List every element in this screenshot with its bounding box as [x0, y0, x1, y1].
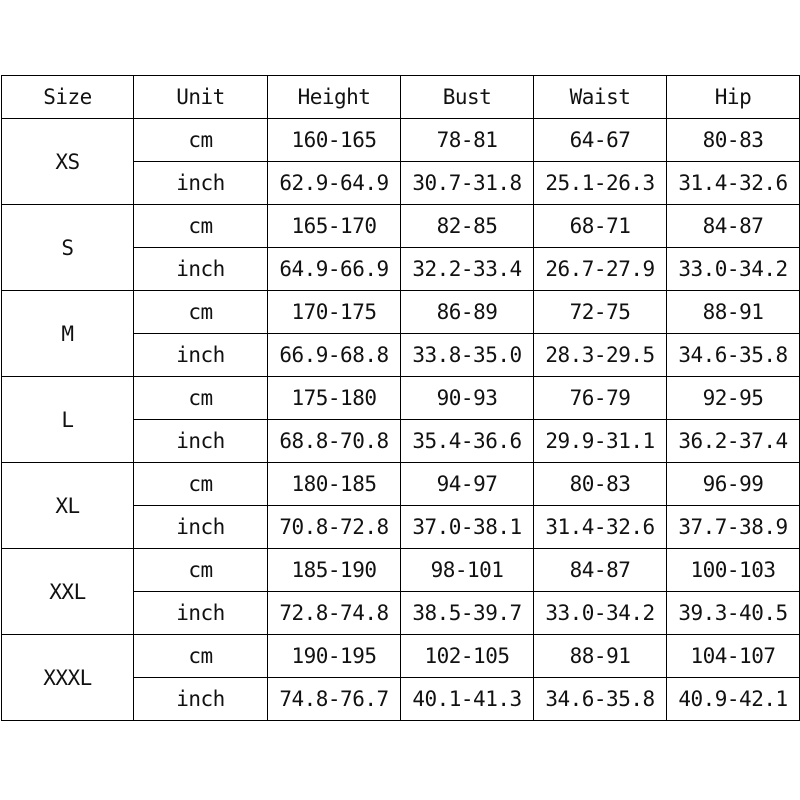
waist-cell: 31.4-32.6: [534, 506, 667, 549]
unit-cell: cm: [134, 291, 268, 334]
unit-cell: inch: [134, 506, 268, 549]
size-label-cell: XS: [2, 119, 134, 205]
hip-cell: 104-107: [667, 635, 800, 678]
unit-cell: inch: [134, 592, 268, 635]
height-cell: 170-175: [268, 291, 401, 334]
bust-cell: 37.0-38.1: [401, 506, 534, 549]
bust-cell: 78-81: [401, 119, 534, 162]
unit-cell: inch: [134, 678, 268, 721]
unit-cell: inch: [134, 420, 268, 463]
hip-cell: 36.2-37.4: [667, 420, 800, 463]
size-chart-header: [2, 76, 800, 119]
waist-cell: 25.1-26.3: [534, 162, 667, 205]
waist-cell: 88-91: [534, 635, 667, 678]
header-size: Size: [2, 76, 134, 119]
size-chart-table: [1, 75, 800, 721]
table-row: [2, 291, 800, 334]
hip-cell: 34.6-35.8: [667, 334, 800, 377]
waist-cell: 76-79: [534, 377, 667, 420]
waist-cell: 72-75: [534, 291, 667, 334]
header-hip: Hip: [667, 76, 800, 119]
bust-cell: 38.5-39.7: [401, 592, 534, 635]
height-cell: 66.9-68.8: [268, 334, 401, 377]
bust-cell: 32.2-33.4: [401, 248, 534, 291]
unit-cell: inch: [134, 162, 268, 205]
table-row: [2, 377, 800, 420]
size-label-cell: XL: [2, 463, 134, 549]
bust-cell: 35.4-36.6: [401, 420, 534, 463]
waist-cell: 84-87: [534, 549, 667, 592]
bust-cell: 30.7-31.8: [401, 162, 534, 205]
unit-cell: cm: [134, 463, 268, 506]
height-cell: 72.8-74.8: [268, 592, 401, 635]
hip-cell: 31.4-32.6: [667, 162, 800, 205]
height-cell: 175-180: [268, 377, 401, 420]
size-chart-body: [2, 119, 800, 721]
unit-cell: cm: [134, 119, 268, 162]
table-row: [2, 549, 800, 592]
waist-cell: 80-83: [534, 463, 667, 506]
header-unit: Unit: [134, 76, 268, 119]
size-label-cell: S: [2, 205, 134, 291]
table-row: [2, 635, 800, 678]
hip-cell: 33.0-34.2: [667, 248, 800, 291]
waist-cell: 26.7-27.9: [534, 248, 667, 291]
hip-cell: 39.3-40.5: [667, 592, 800, 635]
height-cell: 180-185: [268, 463, 401, 506]
bust-cell: 86-89: [401, 291, 534, 334]
bust-cell: 90-93: [401, 377, 534, 420]
table-row: [2, 119, 800, 162]
height-cell: 165-170: [268, 205, 401, 248]
header-row: [2, 76, 800, 119]
bust-cell: 33.8-35.0: [401, 334, 534, 377]
bust-cell: 102-105: [401, 635, 534, 678]
bust-cell: 94-97: [401, 463, 534, 506]
height-cell: 62.9-64.9: [268, 162, 401, 205]
height-cell: 64.9-66.9: [268, 248, 401, 291]
hip-cell: 80-83: [667, 119, 800, 162]
size-label-cell: M: [2, 291, 134, 377]
bust-cell: 98-101: [401, 549, 534, 592]
hip-cell: 92-95: [667, 377, 800, 420]
size-label-cell: L: [2, 377, 134, 463]
hip-cell: 84-87: [667, 205, 800, 248]
unit-cell: cm: [134, 205, 268, 248]
waist-cell: 68-71: [534, 205, 667, 248]
height-cell: 185-190: [268, 549, 401, 592]
table-row: [2, 205, 800, 248]
size-label-cell: XXL: [2, 549, 134, 635]
height-cell: 70.8-72.8: [268, 506, 401, 549]
unit-cell: cm: [134, 635, 268, 678]
header-height: Height: [268, 76, 401, 119]
height-cell: 68.8-70.8: [268, 420, 401, 463]
hip-cell: 100-103: [667, 549, 800, 592]
bust-cell: 82-85: [401, 205, 534, 248]
waist-cell: 29.9-31.1: [534, 420, 667, 463]
hip-cell: 88-91: [667, 291, 800, 334]
unit-cell: cm: [134, 549, 268, 592]
unit-cell: inch: [134, 334, 268, 377]
unit-cell: inch: [134, 248, 268, 291]
waist-cell: 33.0-34.2: [534, 592, 667, 635]
size-label-cell: XXXL: [2, 635, 134, 721]
table-row: [2, 463, 800, 506]
hip-cell: 37.7-38.9: [667, 506, 800, 549]
height-cell: 74.8-76.7: [268, 678, 401, 721]
bust-cell: 40.1-41.3: [401, 678, 534, 721]
waist-cell: 28.3-29.5: [534, 334, 667, 377]
header-bust: Bust: [401, 76, 534, 119]
hip-cell: 40.9-42.1: [667, 678, 800, 721]
header-waist: Waist: [534, 76, 667, 119]
unit-cell: cm: [134, 377, 268, 420]
waist-cell: 64-67: [534, 119, 667, 162]
height-cell: 190-195: [268, 635, 401, 678]
hip-cell: 96-99: [667, 463, 800, 506]
height-cell: 160-165: [268, 119, 401, 162]
waist-cell: 34.6-35.8: [534, 678, 667, 721]
